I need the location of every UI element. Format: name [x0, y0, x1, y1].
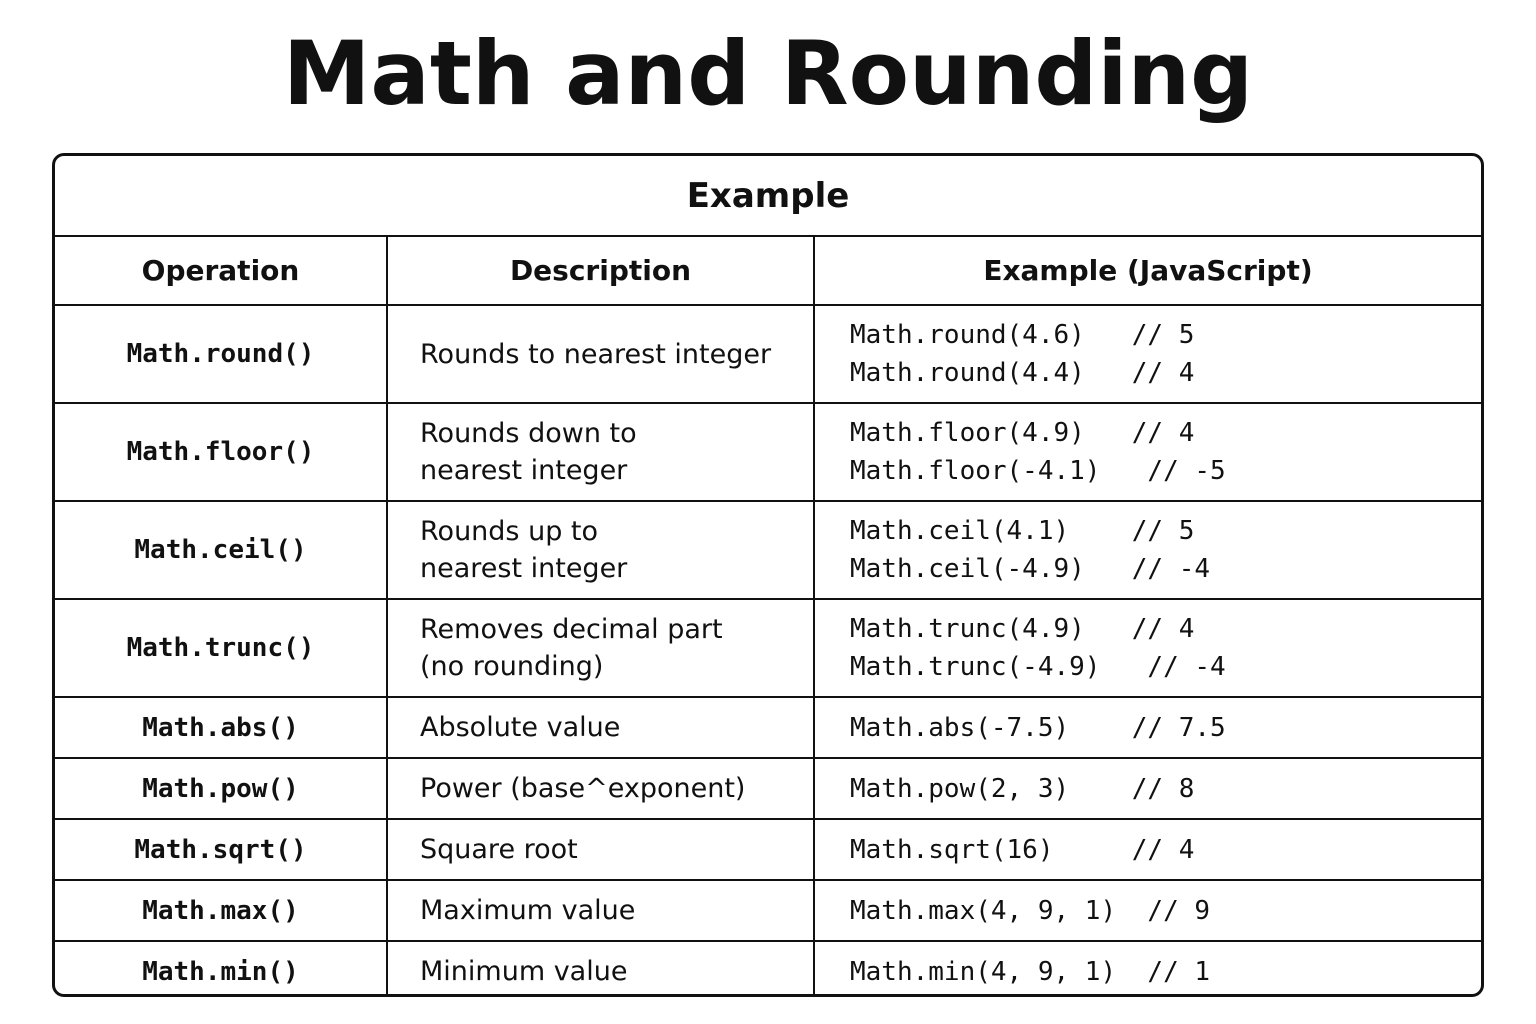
- example-line: Math.max(4, 9, 1) // 9: [850, 895, 1211, 926]
- example-line: Math.min(4, 9, 1) // 1: [850, 956, 1211, 987]
- column-header-description: Description: [387, 236, 814, 305]
- example-line: Math.abs(-7.5) // 7.5: [850, 712, 1226, 743]
- description-line: nearest integer: [420, 553, 628, 584]
- example-cell: [814, 758, 1481, 819]
- description-line: nearest integer: [420, 455, 628, 486]
- operation-cell: Math.round(): [55, 305, 387, 403]
- operation-cell: Math.sqrt(): [55, 819, 387, 880]
- description-cell: [387, 403, 814, 501]
- math-methods-table: [55, 156, 1481, 997]
- description-line: Rounds to nearest integer: [420, 338, 772, 370]
- description-line: Power (base^exponent): [420, 773, 746, 804]
- example-cell: [814, 941, 1481, 997]
- operation-cell: Math.max(): [55, 880, 387, 941]
- table-caption: Example: [55, 156, 1481, 236]
- column-header-operation: Operation: [55, 236, 387, 305]
- example-cell: [814, 599, 1481, 697]
- example-line: Math.floor(4.9) // 4: [850, 418, 1195, 448]
- example-line: Math.sqrt(16) // 4: [850, 834, 1195, 865]
- description-line: Square root: [420, 834, 578, 865]
- description-cell: [387, 697, 814, 758]
- table-header-row: [55, 236, 1481, 305]
- math-methods-table-frame: [52, 153, 1484, 997]
- description-line: Rounds up to: [420, 516, 599, 547]
- example-line: Math.round(4.6) // 5: [850, 320, 1195, 350]
- example-line: Math.floor(-4.1) // -5: [850, 456, 1226, 486]
- table-row: [55, 403, 1481, 501]
- description-cell: [387, 941, 814, 997]
- example-line: Math.trunc(-4.9) // -4: [850, 652, 1226, 682]
- example-cell: [814, 697, 1481, 758]
- example-cell: [814, 880, 1481, 941]
- description-line: Removes decimal part: [420, 614, 723, 645]
- operation-cell: Math.pow(): [55, 758, 387, 819]
- description-line: Absolute value: [420, 712, 621, 743]
- example-cell: [814, 501, 1481, 599]
- example-line: Math.ceil(-4.9) // -4: [850, 554, 1211, 584]
- description-cell: [387, 880, 814, 941]
- description-cell: [387, 305, 814, 403]
- column-header-example: Example (JavaScript): [814, 236, 1481, 305]
- example-line: Math.round(4.4) // 4: [850, 358, 1195, 388]
- description-cell: [387, 501, 814, 599]
- table-row: [55, 819, 1481, 880]
- description-cell: [387, 758, 814, 819]
- operation-cell: Math.floor(): [55, 403, 387, 501]
- table-row: [55, 697, 1481, 758]
- example-line: Math.ceil(4.1) // 5: [850, 516, 1195, 546]
- example-cell: [814, 403, 1481, 501]
- operation-cell: Math.abs(): [55, 697, 387, 758]
- operation-cell: Math.trunc(): [55, 599, 387, 697]
- table-row: [55, 941, 1481, 997]
- description-cell: [387, 599, 814, 697]
- description-line: Maximum value: [420, 895, 636, 926]
- example-line: Math.trunc(4.9) // 4: [850, 614, 1195, 644]
- table-row: [55, 599, 1481, 697]
- table-row: [55, 758, 1481, 819]
- description-line: (no rounding): [420, 651, 604, 682]
- table-row: [55, 501, 1481, 599]
- example-cell: [814, 305, 1481, 403]
- example-line: Math.pow(2, 3) // 8: [850, 773, 1195, 804]
- description-line: Rounds down to: [420, 418, 637, 449]
- page-title: Math and Rounding: [282, 22, 1254, 125]
- table-row: [55, 305, 1481, 403]
- operation-cell: Math.min(): [55, 941, 387, 997]
- table-caption-row: [55, 156, 1481, 236]
- description-cell: [387, 819, 814, 880]
- description-line: Minimum value: [420, 956, 628, 987]
- operation-cell: Math.ceil(): [55, 501, 387, 599]
- table-row: [55, 880, 1481, 941]
- example-cell: [814, 819, 1481, 880]
